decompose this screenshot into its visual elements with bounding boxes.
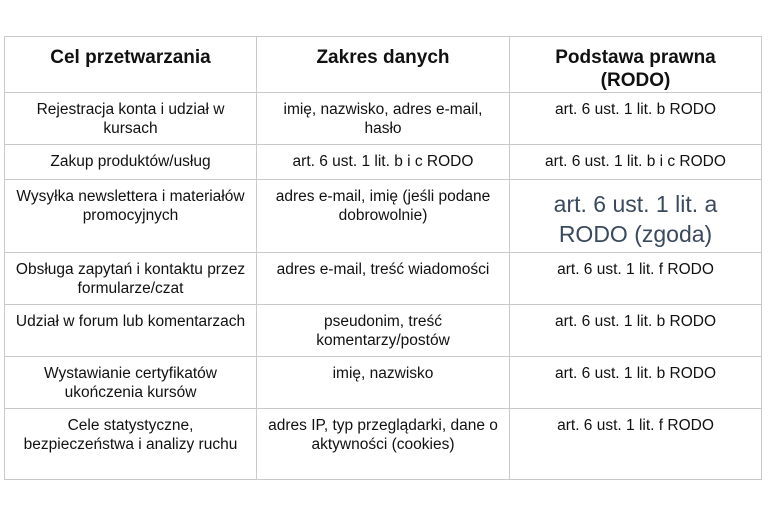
gdpr-processing-table bbox=[4, 36, 762, 480]
cell-legal-basis: art. 6 ust. 1 lit. b RODO bbox=[510, 93, 762, 145]
table-row bbox=[5, 357, 762, 409]
table-row bbox=[5, 305, 762, 357]
cell-purpose: Wysyłka newslettera i materiałów promocyjnych bbox=[5, 180, 257, 253]
cell-data-scope: imię, nazwisko, adres e-mail, hasło bbox=[257, 93, 510, 145]
cell-data-scope: adres IP, typ przeglądarki, dane o aktywności (cookies) bbox=[257, 409, 510, 480]
table-row bbox=[5, 253, 762, 305]
table-row bbox=[5, 409, 762, 480]
cell-purpose: Udział w forum lub komentarzach bbox=[5, 305, 257, 357]
header-data-scope: Zakres danych bbox=[257, 37, 510, 93]
cell-data-scope: art. 6 ust. 1 lit. b i c RODO bbox=[257, 145, 510, 180]
cell-purpose: Rejestracja konta i udział w kursach bbox=[5, 93, 257, 145]
cell-purpose: Cele statystyczne, bezpieczeństwa i analizy ruchu bbox=[5, 409, 257, 480]
gdpr-table-container bbox=[4, 36, 761, 480]
highlighted-legal-basis: art. 6 ust. 1 lit. a RODO (zgoda) bbox=[553, 191, 718, 247]
table-row bbox=[5, 93, 762, 145]
cell-legal-basis: art. 6 ust. 1 lit. f RODO bbox=[510, 409, 762, 480]
table-header-row bbox=[5, 37, 762, 93]
cell-purpose: Zakup produktów/usług bbox=[5, 145, 257, 180]
cell-data-scope: pseudonim, treść komentarzy/postów bbox=[257, 305, 510, 357]
header-legal-basis: Podstawa prawna (RODO) bbox=[510, 37, 762, 93]
cell-data-scope: imię, nazwisko bbox=[257, 357, 510, 409]
cell-data-scope: adres e-mail, imię (jeśli podane dobrowolnie) bbox=[257, 180, 510, 253]
cell-purpose: Obsługa zapytań i kontaktu przez formularze/czat bbox=[5, 253, 257, 305]
table-row bbox=[5, 180, 762, 253]
cell-legal-basis: art. 6 ust. 1 lit. b RODO bbox=[510, 305, 762, 357]
cell-legal-basis: art. 6 ust. 1 lit. f RODO bbox=[510, 253, 762, 305]
cell-legal-basis: art. 6 ust. 1 lit. b RODO bbox=[510, 357, 762, 409]
cell-legal-basis bbox=[510, 180, 762, 253]
cell-data-scope: adres e-mail, treść wiadomości bbox=[257, 253, 510, 305]
header-purpose: Cel przetwarzania bbox=[5, 37, 257, 93]
cell-legal-basis: art. 6 ust. 1 lit. b i c RODO bbox=[510, 145, 762, 180]
table-row bbox=[5, 145, 762, 180]
cell-purpose: Wystawianie certyfikatów ukończenia kursów bbox=[5, 357, 257, 409]
